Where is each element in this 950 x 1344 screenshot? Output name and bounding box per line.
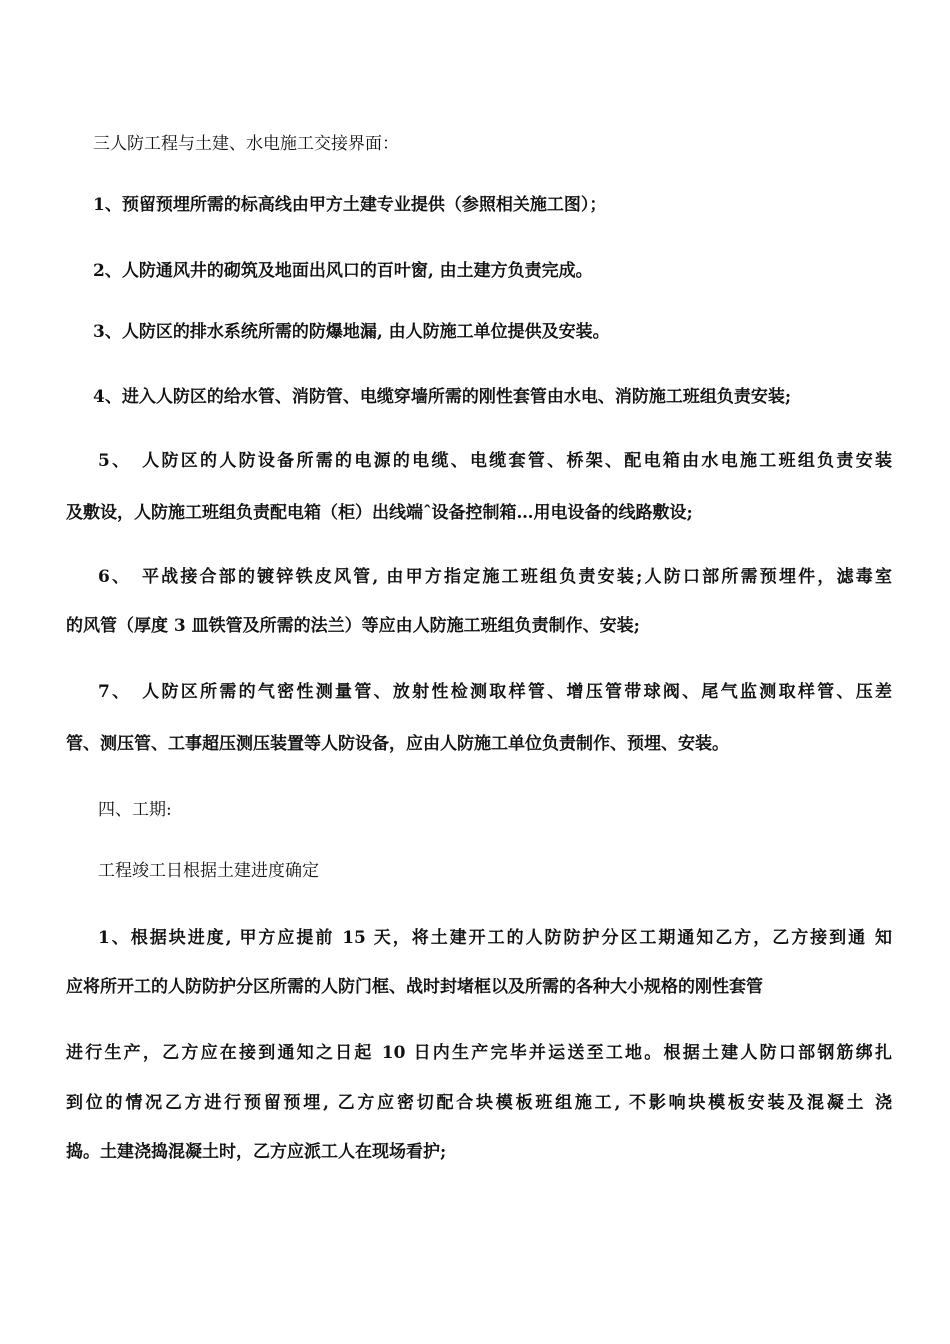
section3-heading: 三人防工程与土建、水电施工交接界面： — [93, 134, 399, 154]
period-1-line-3: 进行生产，乙方应在接到通知之日起 10 日内生产完毕并运送至工地。根据土建人防口部钢筋绑扎 — [66, 1043, 892, 1063]
period-1-line-2: 应将所开工的人防防护分区所需的人防门框、战时封堵框以及所需的各种大小规格的刚性套管 — [66, 977, 763, 997]
completion-note: 工程竣工日根据土建进度确定 — [98, 861, 319, 881]
item-3: 3、人防区的排水系统所需的防爆地漏, 由人防施工单位提供及安装。 — [93, 322, 610, 342]
item-2: 2、人防通风井的砌筑及地面出风口的百叶窗, 由土建方负责完成。 — [93, 261, 593, 281]
period-1-line-1: 1、根据块进度, 甲方应提前 15 天，将土建开工的人防防护分区工期通知乙方，乙方接到通 知 — [98, 928, 892, 948]
item-5-line-2: 及敷设，人防施工班组负责配电箱（柜）出线端ˆ设备控制箱…用电设备的线路敷设; — [66, 503, 693, 523]
item-7-line-2: 管、测压管、工事超压测压装置等人防设备，应由人防施工单位负责制作、预埋、安装。 — [66, 734, 729, 754]
period-1-line-4: 到位的情况乙方进行预留预埋, 乙方应密切配合块模板班组施工, 不影响块模板安装及混凝土 浇 — [66, 1093, 892, 1113]
item-6-line-1: 6、 平战接合部的镀锌铁皮风管, 由甲方指定施工班组负责安装;人防口部所需预埋件，滤毒室 — [98, 567, 892, 587]
item-7-line-1: 7、 人防区所需的气密性测量管、放射性检测取样管、增压管带球阀、尾气监测取样管、压差 — [98, 682, 892, 702]
item-4: 4、进入人防区的给水管、消防管、电缆穿墙所需的刚性套管由水电、消防施工班组负责安装; — [93, 387, 792, 407]
item-1: 1、预留预埋所需的标高线由甲方土建专业提供（参照相关施工图）； — [93, 195, 607, 215]
period-1-line-5: 捣。土建浇捣混凝土时，乙方应派工人在现场看护; — [66, 1142, 447, 1162]
section4-heading: 四、工期: — [98, 800, 172, 820]
item-6-line-2: 的风管（厚度 3 皿铁管及所需的法兰）等应由人防施工班组负责制作、安装; — [66, 616, 640, 636]
item-5-line-1: 5、 人防区的人防设备所需的电源的电缆、电缆套管、桥架、配电箱由水电施工班组负责安装 — [98, 451, 892, 471]
